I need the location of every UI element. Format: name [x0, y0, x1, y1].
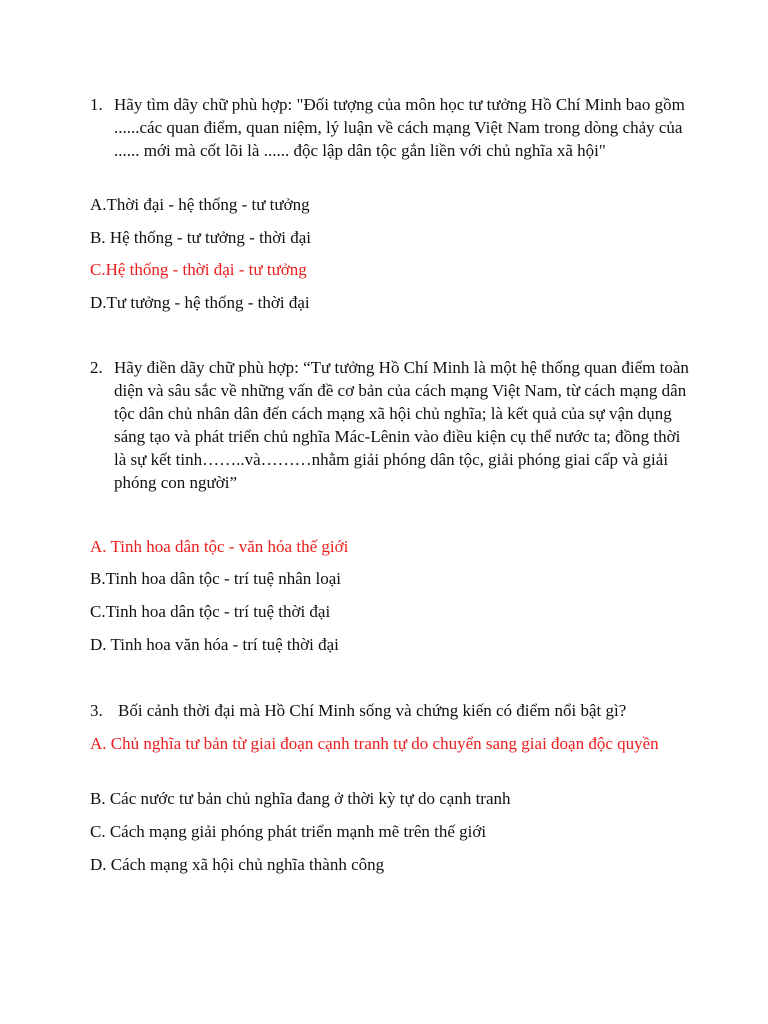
- option-a-correct: A. Chủ nghĩa tư bản từ giai đoạn cạnh tranh tự do chuyển sang giai đoạn độc quyền: [90, 734, 659, 753]
- question-text: Hãy điền dãy chữ phù hợp: “Tư tưởng Hồ Chí Minh là một hệ thống quan điểm toàn diện và sâu sắc về những vấn đề cơ bản của cách mạng Việt Nam, từ cách mạng dân tộc dân chủ nhân dân đến cách mạng xã hội chủ nghĩa; là kết quả của sự vận dụng sáng tạo và phát triển chủ nghĩa Mác-Lênin vào điều kiện cụ thể nước ta; đồng thời là sự kết tinh……..và………nhằm giải phóng dân tộc, giải phóng giai cấp và giải phóng con người”: [114, 358, 689, 492]
- question-text: Bối cảnh thời đại mà Hồ Chí Minh sống và chứng kiến có điểm nổi bật gì?: [118, 701, 627, 720]
- option-b: B. Các nước tư bản chủ nghĩa đang ở thời kỳ tự do cạnh tranh: [90, 789, 511, 808]
- question-number: 3.: [90, 701, 103, 720]
- question-3: [90, 699, 690, 722]
- option-c-correct: C.Hệ thống - thời đại - tư tưởng: [90, 260, 307, 279]
- option-d: D.Tư tưởng - hệ thống - thời đại: [90, 293, 310, 312]
- option-c: C.Tinh hoa dân tộc - trí tuệ thời đại: [90, 602, 331, 621]
- question-2: [90, 356, 690, 494]
- option-d: D. Cách mạng xã hội chủ nghĩa thành công: [90, 855, 385, 874]
- option-d: D. Tinh hoa văn hóa - trí tuệ thời đại: [90, 635, 339, 654]
- question-text: Hãy tìm dãy chữ phù hợp: "Đối tượng của môn học tư tưởng Hồ Chí Minh bao gồm ......các quan điểm, quan niệm, lý luận về cách mạng Việt Nam trong dòng chảy của ...... mới mà cốt lõi là ...... độc lập dân tộc gắn liền với chủ nghĩa xã hội": [114, 95, 685, 160]
- option-c: C. Cách mạng giải phóng phát triển mạnh mẽ trên thế giới: [90, 822, 487, 841]
- question-1: [90, 93, 690, 162]
- question-number: 2.: [90, 358, 103, 377]
- option-b: B.Tinh hoa dân tộc - trí tuệ nhân loại: [90, 569, 342, 588]
- option-b: B. Hệ thống - tư tưởng - thời đại: [90, 228, 312, 247]
- option-a: A.Thời đại - hệ thống - tư tưởng: [90, 195, 310, 214]
- question-number: 1.: [90, 95, 103, 114]
- option-a-correct: A. Tinh hoa dân tộc - văn hóa thế giới: [90, 537, 349, 556]
